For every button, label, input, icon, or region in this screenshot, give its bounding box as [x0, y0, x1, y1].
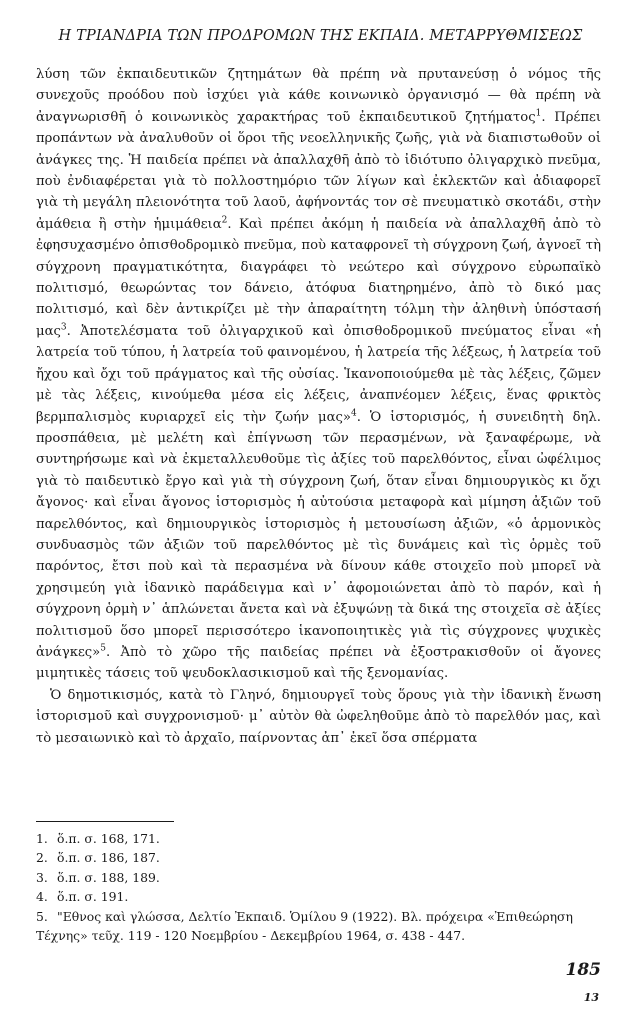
footnote-1 — [36, 829, 601, 848]
footnote-divider — [36, 821, 174, 822]
footnote-number: 4. — [36, 889, 48, 905]
footnote-number: 3. — [36, 869, 48, 885]
footnote-text: ὅ.π. σ. 191. — [57, 889, 129, 905]
footnote-2 — [36, 848, 601, 867]
paragraph-1 — [36, 64, 601, 685]
footnote-text: ὅ.π. σ. 188, 189. — [57, 869, 160, 885]
footnote-ref-2[interactable]: 2 — [221, 215, 228, 226]
footnote-number: 2. — [36, 850, 48, 866]
footnotes — [36, 829, 601, 945]
page-number: 185 — [565, 960, 601, 980]
footnote-ref-5[interactable]: 5 — [100, 643, 106, 654]
footnote-4 — [36, 887, 601, 906]
footnote-ref-1[interactable]: 1 — [535, 108, 542, 119]
footnote-ref-4[interactable]: 4 — [350, 408, 357, 419]
footnote-5 — [36, 907, 601, 946]
body-text — [36, 64, 601, 749]
paragraph-1-part-2: . Πρέπει προπάντων νὰ ἀναλυθοῦν οἱ ὅροι τῆς νεοελληνικῆς ζωῆς, γιὰ νὰ διαπιστωθοῦν οἱ ἀνάγκες της. Ἡ παιδεία πρέπει νὰ ἀπαλλαχθῆ ἀπὸ τὸ ἰδιότυπο ὀλιγαρχικὸ πνεῦμα, ποὺ ἐνδιαφέρεται γιὰ τὸ πολλοστημόριο τῶν λίγων καὶ ἐκλεκτῶν καὶ ἀδιαφορεῖ γιὰ τὴ μεγάλη πλειονότητα τοῦ λαοῦ, ἀφήνοντάς τον σὲ πνευματικὸ σκοτάδι, στὴν ἀμάθεια ἢ στὴν ἡμιμάθεια — [36, 109, 601, 232]
footnote-ref-3[interactable]: 3 — [60, 322, 67, 333]
signature-mark: 13 — [583, 991, 599, 1004]
footnote-text: ὅ.π. σ. 186, 187. — [57, 850, 160, 866]
paragraph-2: Ὁ δημοτικισμός, κατὰ τὸ Γληνό, δημιουργεῖ τοὺς ὅρους γιὰ τὴν ἰδανικὴ ἕνωση ἱστορισμοῦ καὶ συγχρονισμοῦ· μ᾽ αὐτὸν θὰ ὠφεληθοῦμε ἀπὸ τὸ παρελθόν μας, καὶ τὸ μεσαιωνικὸ καὶ τὸ ἀρχαῖο, παίρνοντας ἀπ᾽ ἐκεῖ ὅσα σπέρματα — [36, 687, 601, 746]
paragraph-1-part-4: . Ἀποτελέσματα τοῦ ὀλιγαρχικοῦ καὶ ὀπισθοδρομικοῦ πνεύματος εἶναι «ἡ λατρεία τοῦ τύπου, ἡ λατρεία τοῦ φαινομένου, ἡ λατρεία τῆς λέξεως, ἡ λατρεία τοῦ ἤχου καὶ ὄχι τοῦ πράγματος καὶ τῆς οὐσίας. Ἱκανοποιούμεθα μὲ τὰς λέξεις, ζῶμεν μὲ τὰς λέξεις, κινούμεθα μέσα εἰς λέξεις, ἀναπνέομεν λέξεις, ἕνας φρικτὸς βερμπαλισμὸς κυριαρχεῖ εἰς τὴν ζωήν μας» — [36, 323, 601, 425]
paragraph-1-part-1: λύση τῶν ἐκπαιδευτικῶν ζητημάτων θὰ πρέπη νὰ πρυτανεύσῃ ὁ νόμος τῆς συνεχοῦς προόδου ποὺ ἰσχύει γιὰ κάθε κοινωνικὸ ὀργανισμό — θὰ πρέπη νὰ ἀναγνωρισθῆ ὁ κοινωνικὸς χαρακτήρας τοῦ ἐκπαιδευτικοῦ ζητήματος — [36, 67, 601, 125]
footnote-number: 5. — [36, 908, 48, 924]
running-head: Η ΤΡΙΑΝΔΡΙΑ ΤΩΝ ΠΡΟΔΡΟΜΩΝ ΤΗΣ ΕΚΠΑΙΔ. ΜΕΤΑΡΡΥΘΜΙΣΕΩΣ — [58, 28, 583, 44]
footnote-text: "Εθνος καὶ γλώσσα, Δελτίο Ἐκπαιδ. Ὁμίλου 9 (1922). Βλ. πρόχειρα «Ἐπιθεώρηση Τέχνης» τεῦχ. 119 - 120 Νοεμβρίου - Δεκεμβρίου 1964, σ. 438 - 447. — [36, 908, 573, 944]
paragraph-1-part-5: . Ὁ ἱστορισμός, ἡ συνειδητὴ δηλ. προσπάθεια, μὲ μελέτη καὶ ἐπίγνωση τῶν περασμένων, νὰ ξαναφέρωμε, νὰ συντηρήσωμε καὶ νὰ ἐκμεταλλευθοῦμε τὶς ἀξίες τοῦ παρελθόντος, εἶναι ὠφέλιμος γιὰ τὸ παιδευτικὸ ἔργο καὶ γιὰ τὴ σύγχρονη ζωή, ὅταν εἶναι δημιουργικὸς κι ὄχι ἄγονος· καὶ εἶναι ἄγονος ἱστορισμὸς ἡ αὐτούσια μεταφορὰ καὶ μίμηση ἀξιῶν τοῦ παρελθόντος, καὶ δημιουργικὸς ἱστορισμὸς ἡ μετουσίωση ἀξιῶν, «ὁ ἁρμονικὸς συνδυασμὸς τῶν ἀξιῶν τοῦ παρελθόντος μὲ τὶς δυνάμεις καὶ τὶς ὁρμὲς τοῦ παρόντος, ἔτσι ποὺ καὶ τὰ περασμένα νὰ δίνουν κάθε στοιχεῖο ποὺ μπορεῖ νὰ χρησιμεύη γιὰ ἰδανικὸ παράδειγμα καὶ ν᾽ ἀφομοιώνεται ἀπὸ τὸ παρόν, καὶ ἡ σύγχρονη ὁρμὴ ν᾽ ἁπλώνεται ἄνετα καὶ νὰ ἐξυψώνῃ τὰ δικά της στοιχεῖα σὲ ἀξίες πολιτισμοῦ ὅσο μπορεῖ περισσότερο ἱκανοποιητικὲς γιὰ τὶς σύγχρονες ψυχικὲς ἀνάγκες» — [36, 409, 601, 660]
paragraph-1-part-6: . Ἀπὸ τὸ χῶρο τῆς παιδείας πρέπει νὰ ἐξοστρακισθοῦν οἱ ἄγονες μιμητικὲς τάσεις τοῦ ψευδοκλασικισμοῦ καὶ τῆς ξενομανίας. — [36, 644, 601, 682]
footnote-text: ὅ.π. σ. 168, 171. — [57, 831, 160, 846]
footnote-number: 1. — [36, 831, 48, 846]
paragraph-1-part-3: . Καὶ πρέπει ἀκόμη ἡ παιδεία νὰ ἀπαλλαχθῆ ἀπὸ τὸ ἐφησυχασμένο ὀπισθοδρομικὸ πνεῦμα, ποὺ καταφρονεῖ τὴ σύγχρονη ζωή, ἀγνοεῖ τὴ σύγχρονη πραγματικότητα, διαγράφει τὸ νεώτερο καὶ σύγχρονο εὐρωπαϊκὸ πολιτισμό, θεωρώντας τον δάνειο, ἀτόφυα διατηρημένο, ἀπὸ τὸ δικό μας πολιτισμό, καὶ δὲν ἀντικρίζει μὲ τὴν ἀπαραίτητη τόλμη τὴν ἀληθινὴ ὑπόστασή μας — [36, 216, 602, 339]
footnote-3 — [36, 868, 601, 887]
